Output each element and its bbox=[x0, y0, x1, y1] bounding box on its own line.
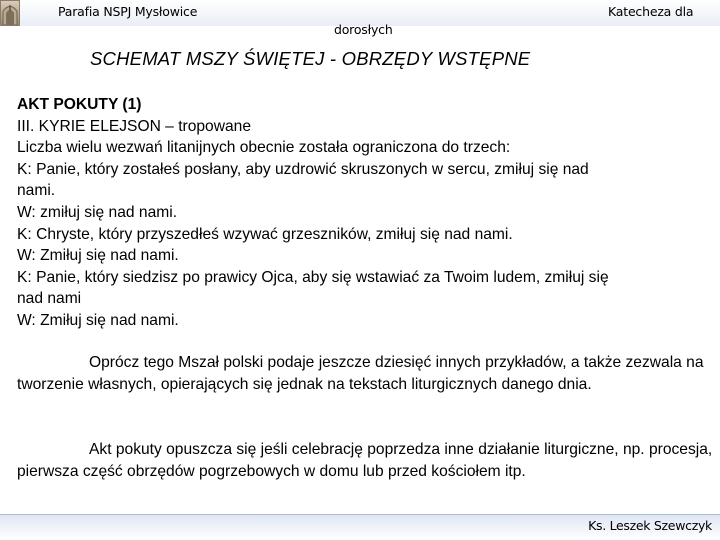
text-line: K: Chryste, który przyszedłeś wzywać grzeszników, zmiłuj się nad nami. bbox=[17, 225, 513, 243]
section-heading: AKT POKUTY (1) bbox=[17, 96, 142, 113]
paragraph-missal: Oprócz tego Mszał polski podaje jeszcze dziesięć innych przykładów, a także zezwala na tworzenie własnych, opierających się jednak na tekstach liturgicznych danego dnia. bbox=[17, 354, 704, 393]
series-title: Katecheza dla bbox=[608, 4, 694, 19]
text-line: nad nami bbox=[17, 290, 82, 308]
author-credit: Ks. Leszek Szewczyk bbox=[588, 518, 712, 533]
text-line: W: Zmiłuj się nad nami. bbox=[17, 247, 179, 265]
text-line: K: Panie, który siedzisz po prawicy Ojca, aby się wstawiać za Twoim ludem, zmiłuj się bbox=[17, 268, 609, 286]
litany-text bbox=[17, 94, 713, 332]
parish-emblem-icon bbox=[0, 0, 20, 26]
text-line: W: zmiłuj się nad nami. bbox=[17, 203, 178, 221]
text-line: Liczba wielu wezwań litanijnych obecnie została ograniczona do trzech: bbox=[17, 139, 511, 157]
slide-title: SCHEMAT MSZY ŚWIĘTEJ - OBRZĘDY WSTĘPNE bbox=[90, 48, 531, 69]
paragraph-omission: Akt pokuty opuszcza się jeśli celebrację poprzedza inne działanie liturgiczne, np. procesja, pierwsza część obrzędów pogrzebowych w domu lub przed kościołem itp. bbox=[17, 441, 713, 480]
parish-name: Parafia NSPJ Mysłowice bbox=[58, 4, 198, 19]
text-line: III. KYRIE ELEJSON – tropowane bbox=[17, 117, 252, 135]
text-line: K: Panie, który zostałeś posłany, aby uzdrowić skruszonych w sercu, zmiłuj się nad bbox=[17, 160, 589, 178]
text-line: W: Zmiłuj się nad nami. bbox=[17, 311, 179, 329]
series-title-continuation: dorosłych bbox=[334, 22, 393, 37]
text-line: nami. bbox=[17, 182, 56, 200]
